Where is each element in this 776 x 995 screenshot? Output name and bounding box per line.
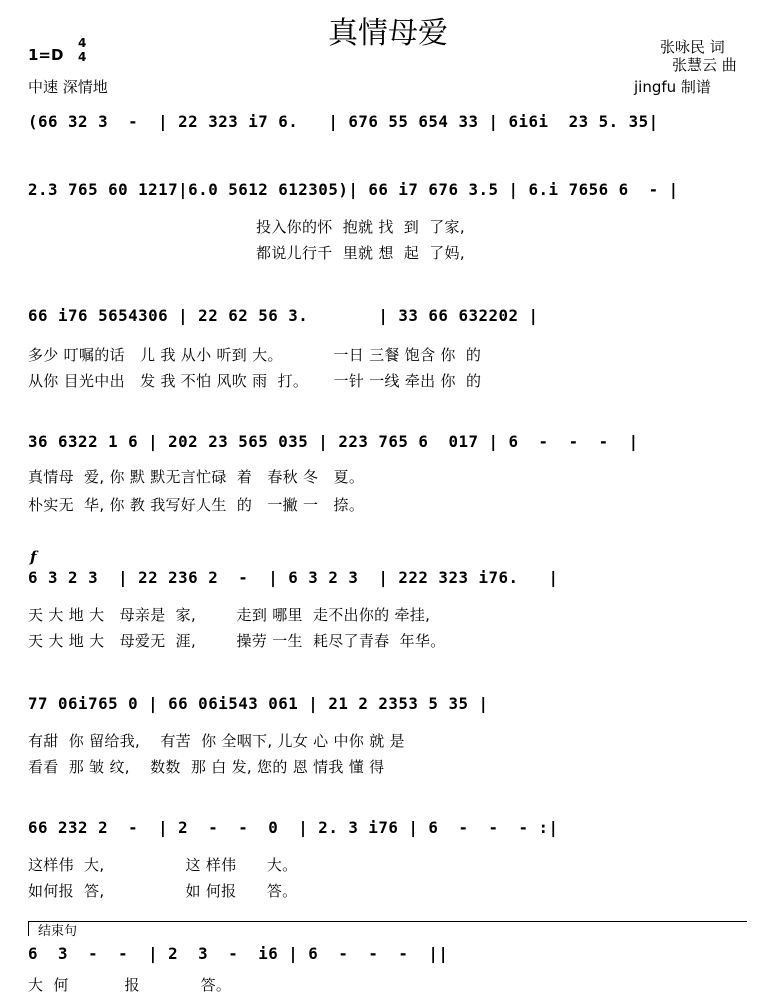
notation-line: 2.3 765 60 1217|6.0 5612 612305)| 66 i7 676 3.5 | 6.i 7656 6 - |: [28, 180, 679, 199]
lyric-verse-1: 大 何 报 答。: [28, 976, 232, 994]
lyric-verse-2: 如何报 答, 如 何报 答。: [28, 882, 298, 900]
meter-bottom: 4: [78, 50, 87, 64]
ending-bracket: [28, 921, 747, 936]
notation-line: 77 06i765 0 | 66 06i543 061 | 21 2 2353 5 35 |: [28, 694, 489, 713]
notation-line: (66 32 3 - | 22 323 i7 6. | 676 55 654 33 | 6i6i 23 5. 35|: [28, 112, 659, 131]
lyric-verse-2: 天 大 地 大 母爱无 涯, 操劳 一生 耗尽了青春 年华。: [28, 632, 446, 650]
lyric-verse-2: 从你 目光中出 发 我 不怕 风吹 雨 打。 一针 一线 牵出 你 的: [28, 372, 482, 390]
tempo-marking: 中速 深情地: [28, 78, 108, 96]
ending-label: 结束句: [38, 924, 78, 939]
lyric-verse-2: 看看 那 皱 纹, 数数 那 白 发, 您的 恩 情我 懂 得: [28, 758, 385, 776]
lyric-verse-1: 投入你的怀 抱就 找 到 了家,: [28, 218, 465, 236]
notation-line: 66 232 2 - | 2 - - 0 | 2. 3 i76 | 6 - - - :|: [28, 818, 559, 837]
lyric-verse-1: 天 大 地 大 母亲是 家, 走到 哪里 走不出你的 牵挂,: [28, 606, 431, 624]
notation-line: 36 6322 1 6 | 202 23 565 035 | 223 765 6 017 | 6 - - - |: [28, 432, 639, 451]
notation-line: 6 3 - - | 2 3 - i6 | 6 - - - ||: [28, 944, 449, 963]
lyric-verse-2: 都说儿行千 里就 想 起 了妈,: [28, 244, 465, 262]
dynamic-mark: f: [30, 548, 37, 566]
composer-credit: 张慧云 曲: [672, 56, 737, 74]
lyric-verse-1: 这样伟 大, 这 样伟 大。: [28, 856, 298, 874]
lyric-verse-1: 有甜 你 留给我, 有苦 你 全咽下, 儿女 心 中你 就 是: [28, 732, 405, 750]
meter-top: 4: [78, 36, 87, 50]
notation-line: 6 3 2 3 | 22 236 2 - | 6 3 2 3 | 222 323 i76. |: [28, 568, 559, 587]
engraver-credit: jingfu 制谱: [634, 78, 711, 96]
notation-line: 66 i76 5654306 | 22 62 56 3. | 33 66 632202 |: [28, 306, 539, 325]
score-title: 真情母爱: [328, 16, 448, 51]
lyric-verse-1: 多少 叮嘱的话 儿 我 从小 听到 大。 一日 三餐 饱含 你 的: [28, 346, 482, 364]
key-signature: 1=D: [28, 46, 64, 64]
lyricist-credit: 张咏民 词: [660, 38, 725, 56]
lyric-verse-1: 真情母 爱, 你 默 默无言忙碌 着 春秋 冬 夏。: [28, 468, 365, 486]
lyric-verse-2: 朴实无 华, 你 教 我写好人生 的 一撇 一 捺。: [28, 496, 365, 514]
time-signature: [78, 36, 86, 64]
